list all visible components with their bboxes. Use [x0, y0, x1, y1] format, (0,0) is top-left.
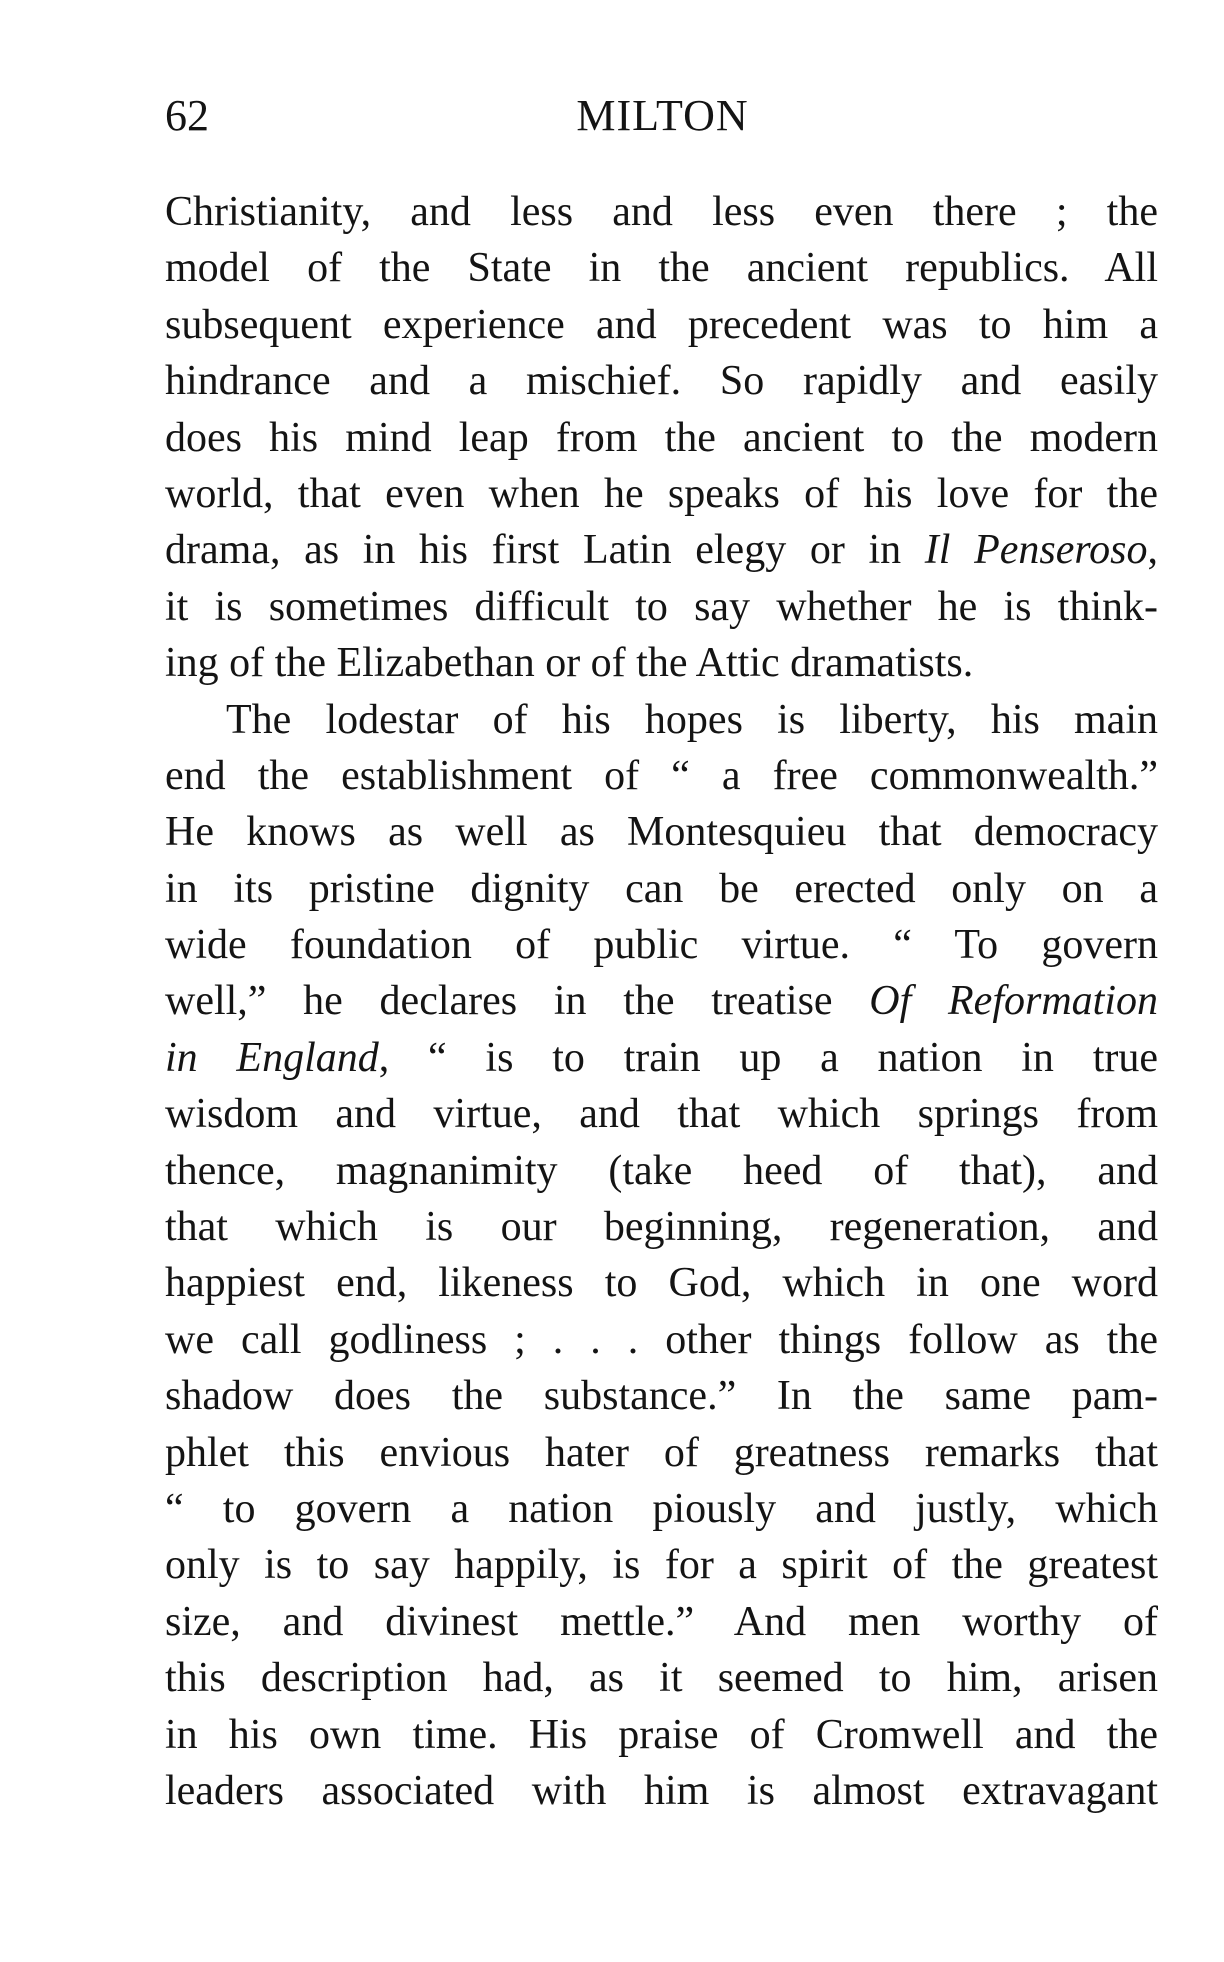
- text-line: model of the State in the ancient republics. All: [165, 245, 1158, 292]
- body-text: [165, 184, 1158, 1819]
- text-line: this description had, as it seemed to him, arisen: [165, 1655, 1158, 1702]
- text-line: it is sometimes difficult to say whether he is think-: [165, 583, 1158, 630]
- text-line: ing of the Elizabethan or of the Attic dramatists.: [165, 640, 974, 687]
- text-line: thence, magnanimity (take heed of that), and: [165, 1147, 1158, 1194]
- page-number: 62: [165, 91, 209, 140]
- text-line: we call godliness ; . . . other things follow as the: [165, 1316, 1158, 1363]
- text-line: phlet this envious hater of greatness remarks that: [165, 1429, 1158, 1476]
- text-line: that which is our beginning, regeneration, and: [165, 1204, 1158, 1251]
- text-line: “ to govern a nation piously and justly, which: [165, 1485, 1158, 1532]
- text-line: leaders associated with him is almost extravagant: [165, 1767, 1158, 1814]
- text-line: in his own time. His praise of Cromwell and the: [165, 1711, 1158, 1758]
- text-line: in England, “ is to train up a nation in true: [165, 1034, 1158, 1081]
- text-line: well,” he declares in the treatise Of Reformation: [165, 978, 1158, 1025]
- text-line: size, and divinest mettle.” And men worthy of: [165, 1598, 1158, 1645]
- text-line: drama, as in his first Latin elegy or in Il Penseroso,: [165, 527, 1158, 574]
- text-line: subsequent experience and precedent was to him a: [165, 301, 1158, 348]
- text-line: happiest end, likeness to God, which in one word: [165, 1260, 1158, 1307]
- text-line: wisdom and virtue, and that which springs from: [165, 1091, 1158, 1138]
- running-title: MILTON: [576, 91, 749, 140]
- running-head: [165, 88, 1160, 144]
- text-line: end the establishment of “ a free commonwealth.”: [165, 752, 1158, 799]
- text-line: in its pristine dignity can be erected only on a: [165, 865, 1158, 912]
- text-line: world, that even when he speaks of his love for the: [165, 470, 1158, 517]
- text-line: Christianity, and less and less even there ; the: [165, 189, 1158, 235]
- text-line: shadow does the substance.” In the same pam-: [165, 1373, 1158, 1420]
- italic-title: in England: [165, 1034, 379, 1081]
- text-line: wide foundation of public virtue. “ To govern: [165, 922, 1158, 969]
- text-line: does his mind leap from the ancient to the modern: [165, 414, 1158, 461]
- italic-title: Il Penseroso: [924, 527, 1148, 574]
- italic-title: Of Reformation: [869, 978, 1158, 1025]
- text-line: hindrance and a mischief. So rapidly and easily: [165, 358, 1158, 405]
- text-line: only is to say happily, is for a spirit of the greatest: [165, 1542, 1158, 1589]
- text-line: He knows as well as Montesquieu that democracy: [165, 809, 1158, 856]
- paragraph-first-line: The lodestar of his hopes is liberty, his main: [226, 696, 1158, 743]
